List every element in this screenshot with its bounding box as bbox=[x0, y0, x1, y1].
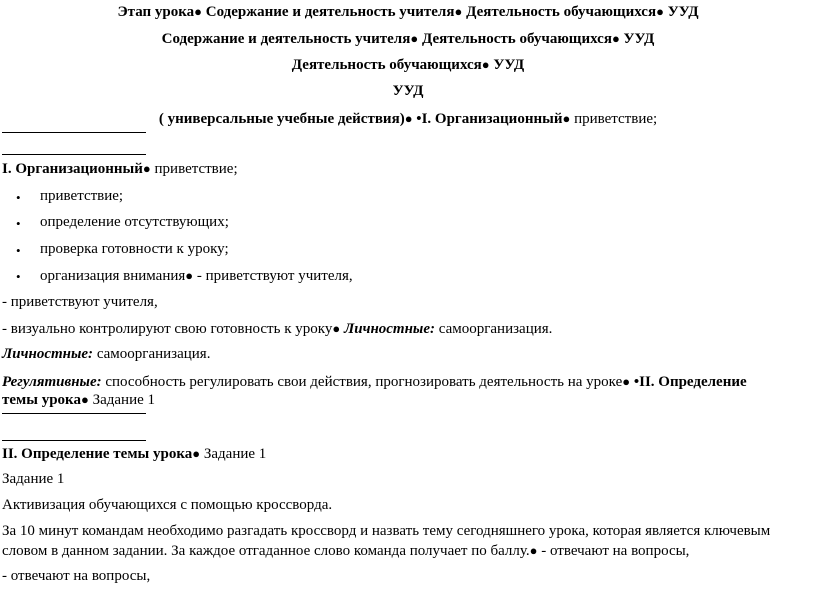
header-students-label: Деятельность обучающихся bbox=[462, 4, 657, 20]
header-uud-label: УУД bbox=[663, 4, 699, 20]
task-label: Задание 1 bbox=[2, 471, 65, 487]
regulatory-uud-line: Регулятивные: способность регулировать свои действия, прогнозировать деятельность на уроке● •II. Определение bbox=[2, 374, 747, 390]
separator-dot-icon: ● bbox=[185, 268, 194, 283]
separator-dot-icon: ● bbox=[611, 31, 620, 46]
bullet-icon: • bbox=[16, 243, 21, 258]
regulatory-uud-line-wrap: темы урока● Задание 1 bbox=[2, 392, 156, 408]
separator-dot-icon: ● bbox=[404, 111, 413, 126]
header-stage-label: Этап урока bbox=[117, 4, 195, 20]
header-uud-full-label: ( универсальные учебные действия) bbox=[158, 111, 405, 127]
separator-dot-icon: ● bbox=[410, 31, 419, 46]
header-students-label: Деятельность обучающихся bbox=[291, 57, 482, 73]
header-students-label: Деятельность обучающихся bbox=[418, 31, 612, 47]
divider bbox=[2, 440, 146, 441]
separator-dot-icon: ● bbox=[80, 392, 89, 407]
header-uud-label: УУД bbox=[392, 83, 424, 99]
bullet-icon: • bbox=[16, 190, 21, 205]
list-item: организация внимания● - приветствуют учителя, bbox=[40, 268, 353, 284]
separator-dot-icon: ● bbox=[529, 543, 538, 558]
header-uud-label: УУД bbox=[489, 57, 525, 73]
separator-dot-icon: ● bbox=[194, 4, 203, 19]
bullet-icon: • bbox=[16, 216, 21, 231]
list-item: определение отсутствующих; bbox=[40, 214, 229, 230]
header-line-4 bbox=[0, 82, 816, 101]
list-item: проверка готовности к уроку; bbox=[40, 241, 229, 257]
divider bbox=[2, 154, 146, 155]
bullet-icon: • bbox=[16, 269, 21, 284]
student-greeting-line: - приветствуют учителя, bbox=[2, 294, 158, 310]
student-control-line: - визуально контролируют свою готовность к уроку● Личностные: самоорганизация. bbox=[2, 321, 553, 337]
separator-dot-icon: ● bbox=[192, 446, 201, 461]
bullet-icon: • bbox=[630, 374, 640, 390]
stage-1-label: I. Организационный bbox=[421, 111, 563, 127]
activation-line: Активизация обучающихся с помощью кроссворда. bbox=[2, 497, 333, 513]
separator-dot-icon: ● bbox=[481, 57, 490, 72]
student-answer-line: - отвечают на вопросы, bbox=[2, 568, 151, 584]
header-line-1 bbox=[0, 2, 816, 22]
header-teacher-label: Содержание и деятельность учителя bbox=[161, 31, 411, 47]
bullet-icon: • bbox=[412, 111, 422, 127]
personal-uud-line: Личностные: самоорганизация. bbox=[2, 346, 211, 362]
separator-dot-icon: ● bbox=[454, 4, 463, 19]
task-description-line-2: словом в данном задании. За каждое отгаданное слово команда получает по баллу.● - отвечают на вопросы, bbox=[2, 543, 690, 559]
list-item: приветствие; bbox=[40, 188, 124, 204]
separator-dot-icon: ● bbox=[562, 111, 571, 126]
separator-dot-icon: ● bbox=[142, 161, 151, 176]
greeting-text: приветствие; bbox=[570, 111, 658, 127]
header-teacher-label: Содержание и деятельность учителя bbox=[202, 4, 455, 20]
divider bbox=[2, 413, 146, 414]
task-description-line-1: За 10 минут командам необходимо разгадать кроссворд и назвать тему сегодняшнего урока, которая является ключевым bbox=[2, 523, 771, 539]
separator-dot-icon: ● bbox=[622, 374, 631, 389]
stage-2-title: II. Определение темы урока● Задание 1 bbox=[2, 446, 267, 462]
stage-1-title: I. Организационный● приветствие; bbox=[2, 161, 238, 177]
header-line-2 bbox=[0, 29, 816, 49]
separator-dot-icon: ● bbox=[332, 321, 341, 336]
separator-dot-icon: ● bbox=[656, 4, 664, 19]
header-uud-label: УУД bbox=[619, 31, 655, 47]
divider bbox=[2, 132, 146, 133]
header-line-5 bbox=[0, 109, 816, 129]
header-line-3 bbox=[0, 55, 816, 75]
